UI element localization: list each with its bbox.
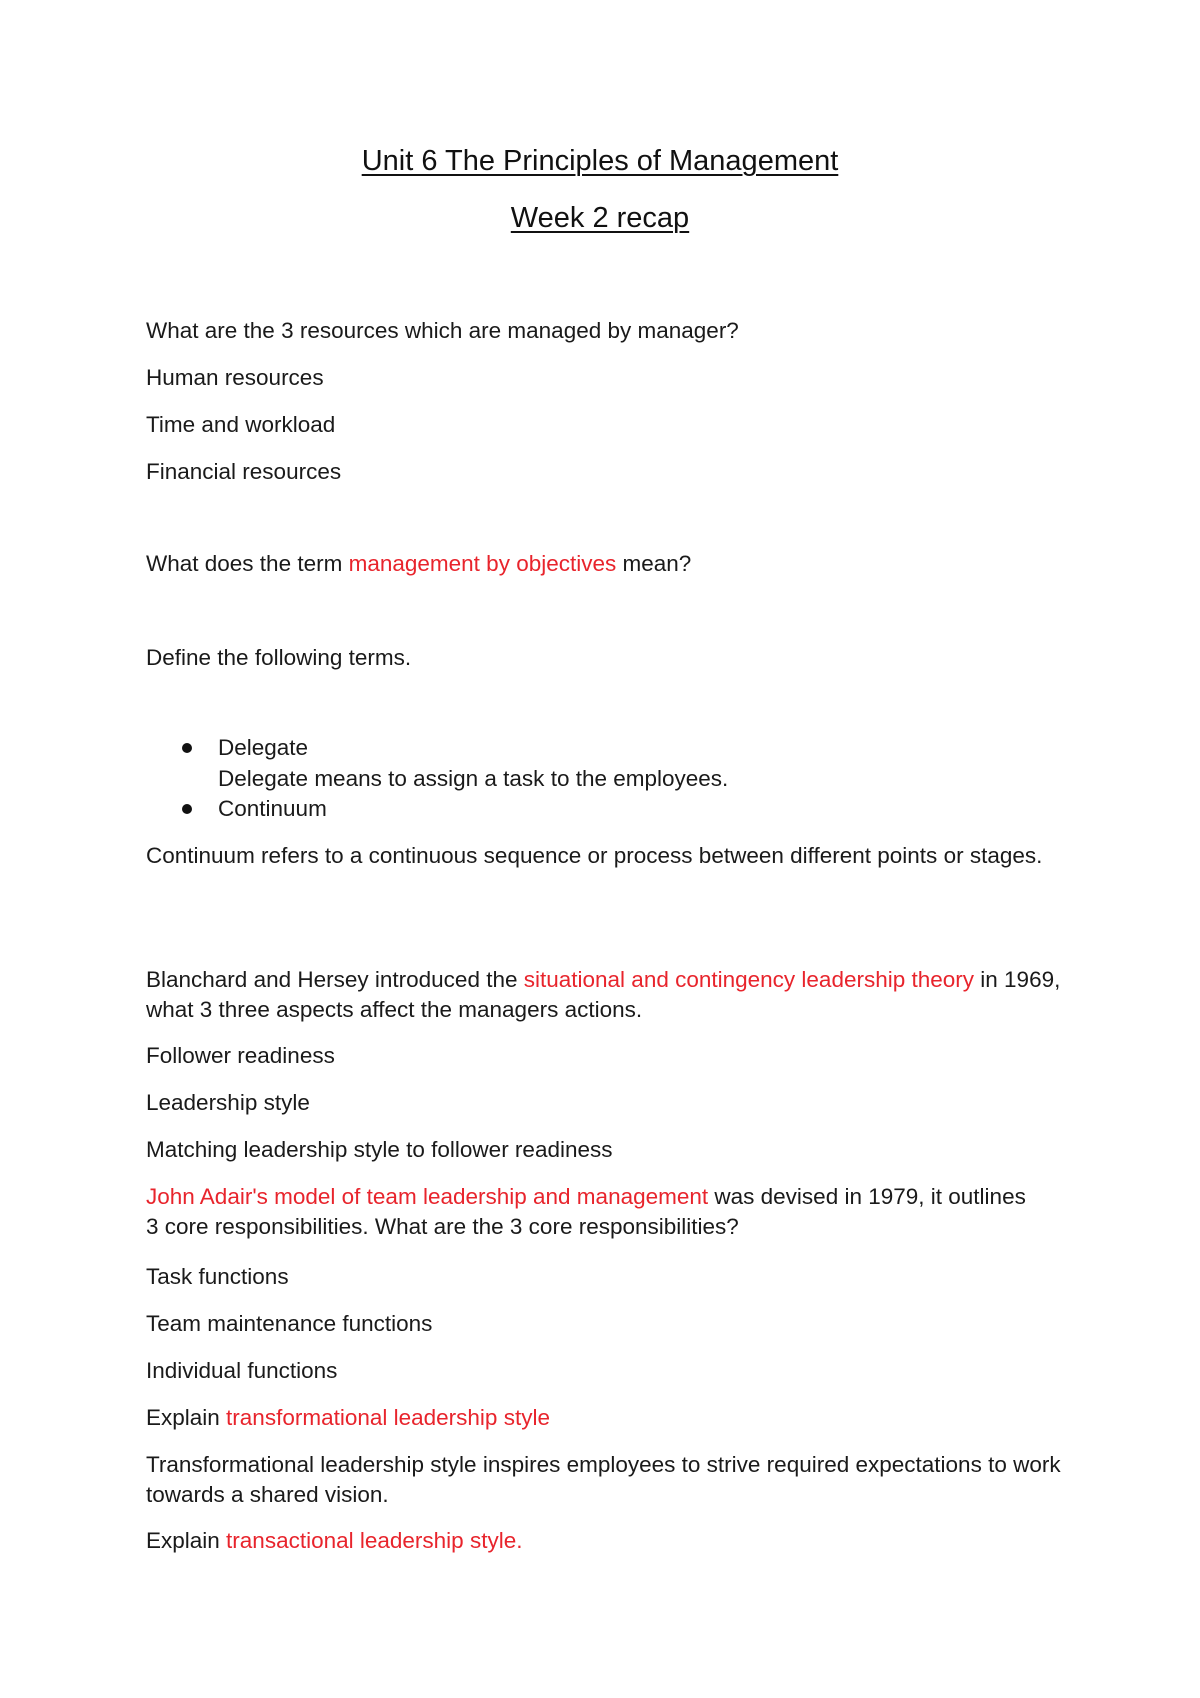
question-adair-after: was devised in 1979, it outlines 3 core responsibilities. What are the 3 core responsibilities? — [146, 1184, 1026, 1239]
question-transformational-highlight: transformational leadership style — [226, 1405, 550, 1430]
answer-adair-1: Task functions — [146, 1264, 289, 1289]
question-adair-highlight: John Adair's model of team leadership and management — [146, 1184, 709, 1209]
definition-continuum: Continuum refers to a continuous sequence or process between different points or stages. — [146, 843, 1043, 868]
question-transformational — [146, 1403, 1066, 1433]
answer-resource-1: Human resources — [146, 365, 324, 390]
question-resources: What are the 3 resources which are managed by manager? — [146, 318, 739, 343]
question-transformational-before: Explain — [146, 1405, 227, 1430]
answer-resource-2: Time and workload — [146, 412, 336, 437]
definition-delegate: Delegate means to assign a task to the employees. — [218, 766, 729, 791]
answer-adair-2: Team maintenance functions — [146, 1311, 433, 1336]
answer-adair-3: Individual functions — [146, 1358, 338, 1383]
question-mbo-before: What does the term — [146, 551, 349, 576]
question-adair — [146, 1182, 1026, 1242]
answer-situational-3: Matching leadership style to follower readiness — [146, 1137, 613, 1162]
bullet-icon — [182, 804, 192, 814]
question-transactional-before: Explain — [146, 1528, 227, 1553]
question-situational-highlight: situational and contingency leadership theory — [523, 967, 975, 992]
term-delegate: Delegate — [218, 735, 309, 760]
question-mbo — [146, 549, 1066, 579]
term-continuum: Continuum — [218, 796, 327, 821]
document-subtitle: Week 2 recap — [510, 202, 690, 234]
question-transactional — [146, 1526, 1066, 1556]
answer-situational-1: Follower readiness — [146, 1043, 335, 1068]
answer-situational-2: Leadership style — [146, 1090, 310, 1115]
answer-transformational: Transformational leadership style inspires employees to strive required expectations to work towards a shared vision. — [146, 1452, 1061, 1507]
question-situational-before: Blanchard and Hersey introduced the — [146, 967, 524, 992]
question-mbo-highlight: management by objectives — [348, 551, 617, 576]
define-prompt: Define the following terms. — [146, 645, 412, 670]
question-transactional-highlight: transactional leadership style. — [226, 1528, 523, 1553]
document-title: Unit 6 The Principles of Management — [361, 145, 839, 177]
question-situational — [146, 965, 1066, 1025]
answer-resource-3: Financial resources — [146, 459, 342, 484]
question-situational-after: in 1969, what 3 three aspects affect the managers actions. — [146, 967, 1061, 1022]
question-mbo-after: mean? — [616, 551, 692, 576]
bullet-icon — [182, 743, 192, 753]
